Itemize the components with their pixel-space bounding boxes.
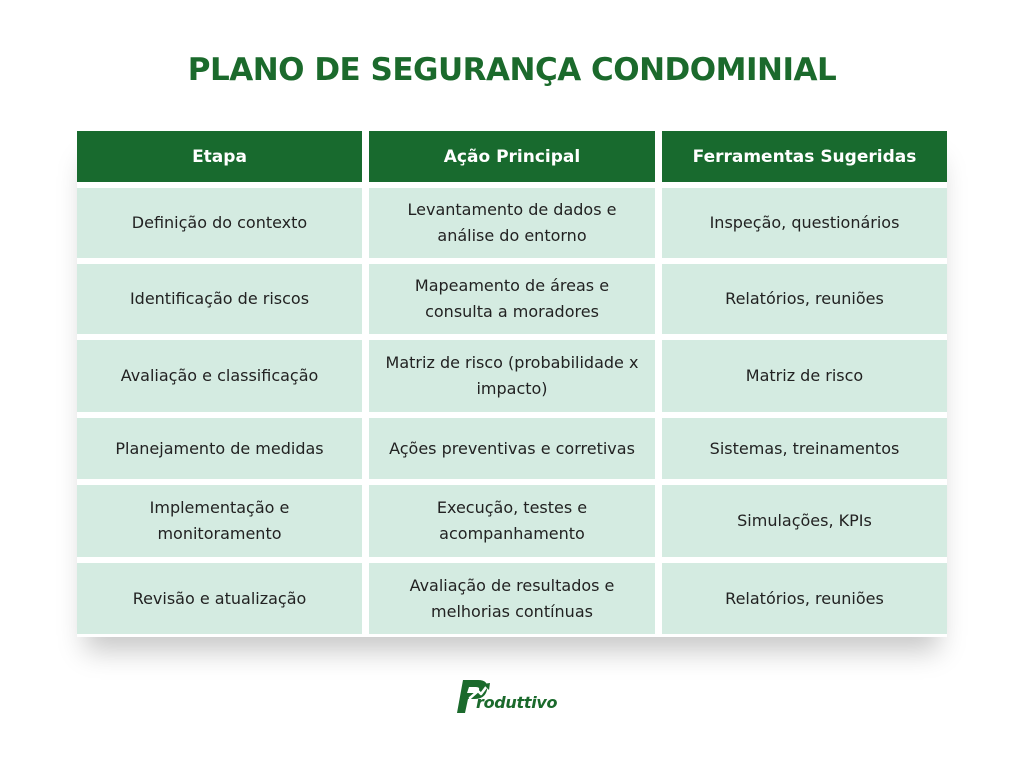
security-plan-table bbox=[77, 131, 947, 637]
table-cell: Matriz de risco (probabilidade x impacto) bbox=[369, 340, 655, 412]
table-cell: Simulações, KPIs bbox=[662, 485, 947, 557]
produttivo-logo bbox=[456, 676, 576, 718]
table-cell: Avaliação e classificação bbox=[77, 340, 362, 412]
table-cell: Inspeção, questionários bbox=[662, 188, 947, 258]
table-cell: Matriz de risco bbox=[662, 340, 947, 412]
table-cell: Relatórios, reuniões bbox=[662, 563, 947, 634]
table-cell: Revisão e atualização bbox=[77, 563, 362, 634]
logo-wordmark: roduttivo bbox=[476, 693, 558, 712]
table-cell: Execução, testes e acompanhamento bbox=[369, 485, 655, 557]
table-cell: Ações preventivas e corretivas bbox=[369, 418, 655, 479]
table-cell: Implementação e monitoramento bbox=[77, 485, 362, 557]
table-cell: Levantamento de dados e análise do entorno bbox=[369, 188, 655, 258]
table-cell: Planejamento de medidas bbox=[77, 418, 362, 479]
table-cell: Avaliação de resultados e melhorias contínuas bbox=[369, 563, 655, 634]
header-acao-principal: Ação Principal bbox=[369, 131, 655, 182]
table-cell: Sistemas, treinamentos bbox=[662, 418, 947, 479]
table-cell: Identificação de riscos bbox=[77, 264, 362, 334]
page-title: PLANO DE SEGURANÇA CONDOMINIAL bbox=[187, 52, 837, 88]
header-ferramentas-sugeridas: Ferramentas Sugeridas bbox=[662, 131, 947, 182]
table-cell: Mapeamento de áreas e consulta a moradores bbox=[369, 264, 655, 334]
security-plan-table-container bbox=[77, 131, 947, 637]
header-etapa: Etapa bbox=[77, 131, 362, 182]
table-cell: Relatórios, reuniões bbox=[662, 264, 947, 334]
table-cell: Definição do contexto bbox=[77, 188, 362, 258]
